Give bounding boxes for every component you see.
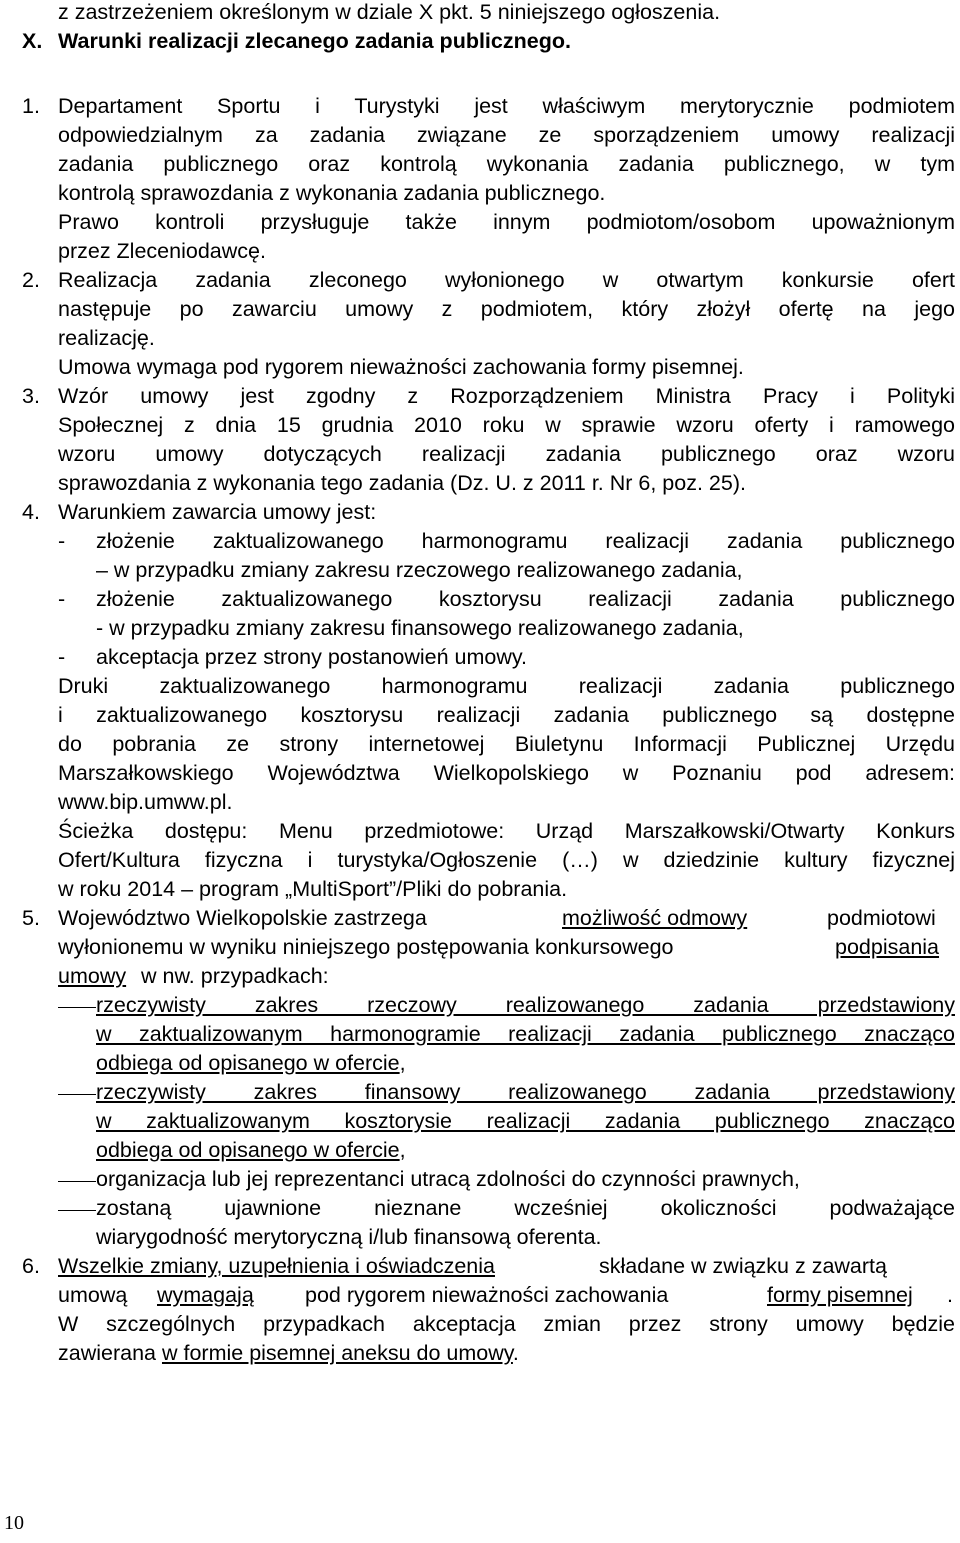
item1-line: przez Zleceniodawcę.: [58, 239, 266, 263]
item6-line-2d: formy pisemnej: [767, 1283, 913, 1307]
item1-line: kontrolą sprawozdania z wykonania zadania publicznego.: [58, 181, 606, 205]
item3-line: sprawozdania z wykonania tego zadania (Dz. U. z 2011 r. Nr 6, poz. 25).: [58, 471, 746, 495]
item5-list-underlined: odbiega od opisanego w ofercie: [96, 1051, 400, 1075]
item-number-4: 4.: [22, 500, 40, 524]
list-dash: [58, 1210, 96, 1211]
item5-list-line: organizacja lub jej reprezentanci utracą zdolności do czynności prawnych,: [96, 1167, 800, 1191]
list-hyphen: -: [58, 645, 66, 669]
item1-line: odpowiedzialnym za zadania związane ze sporządzeniem umowy realizacji: [58, 123, 955, 147]
item4-body-line: Marszałkowskiego Województwa Wielkopolskiego w Poznaniu pod adresem:: [58, 761, 955, 785]
item-number-3: 3.: [22, 384, 40, 408]
item5-line-1b: możliwość odmowy: [562, 906, 748, 930]
item5-line-1a: Województwo Wielkopolskie zastrzega: [58, 906, 427, 930]
item2-line: realizację.: [58, 326, 155, 350]
item5-list-line: wiarygodność merytoryczną i/lub finansową oferenta.: [96, 1225, 602, 1249]
list-dash: [58, 1094, 96, 1095]
item1-line: Departament Sportu i Turystyki jest właściwym merytorycznie podmiotem: [58, 94, 955, 118]
item5-line-2a: wyłonionemu w wyniku niniejszego postępowania konkursowego: [58, 935, 674, 959]
item6-line-2e: .: [947, 1283, 953, 1307]
item6-line-2b: wymagają: [157, 1283, 254, 1307]
item6-line-1a: Wszelkie zmiany, uzupełnienia i oświadczenia: [58, 1254, 495, 1278]
item5-list-comma: ,: [399, 1138, 406, 1162]
item-number-2: 2.: [22, 268, 40, 292]
item2-line: Realizacja zadania zleconego wyłonionego w otwartym konkursie ofert: [58, 268, 955, 292]
item5-list-line: rzeczywisty zakres rzeczowy realizowanego zadania przedstawiony: [96, 993, 955, 1017]
item1-line: zadania publicznego oraz kontrolą wykonania zadania publicznego, w tym: [58, 152, 955, 176]
item5-list-line: rzeczywisty zakres finansowy realizowanego zadania przedstawiony: [96, 1080, 955, 1104]
item-number-5: 5.: [22, 906, 40, 930]
item-number-1: 1.: [22, 94, 40, 118]
item4-body-line: i zaktualizowanego kosztorysu realizacji zadania publicznego są dostępne: [58, 703, 955, 727]
item3-line: Wzór umowy jest zgodny z Rozporządzeniem Ministra Pracy i Polityki: [58, 384, 955, 408]
item3-line: Społecznej z dnia 15 grudnia 2010 roku w sprawie wzoru oferty i ramowego: [58, 413, 955, 437]
item6-line-2a: umową: [58, 1283, 128, 1307]
item4-body-line: do pobrania ze strony internetowej Biuletynu Informacji Publicznej Urzędu: [58, 732, 955, 756]
section-number: X.: [22, 29, 43, 53]
item5-list-line: zostaną ujawnione nieznane wcześniej okoliczności podważające: [96, 1196, 955, 1220]
item5-line-2b: podpisania: [835, 935, 940, 959]
item2-line: następuje po zawarciu umowy z podmiotem, który złożył ofertę na jego: [58, 297, 955, 321]
item6-line-4c: .: [512, 1341, 519, 1365]
item1-line: Prawo kontroli przysługuje także innym podmiotom/osobom upoważnionym: [58, 210, 955, 234]
item5-list-line: [96, 1136, 406, 1165]
item5-list-line: w zaktualizowanym kosztorysie realizacji zadania publicznego znacząco: [96, 1109, 955, 1133]
item4-body-line: Ścieżka dostępu: Menu przedmiotowe: Urząd Marszałkowski/Otwarty Konkurs: [58, 819, 955, 843]
item3-line: wzoru umowy dotyczących realizacji zadania publicznego oraz wzoru: [58, 442, 955, 466]
page-number: 10: [4, 1512, 24, 1534]
intro-line: z zastrzeżeniem określonym w dziale X pkt. 5 niniejszego ogłoszenia.: [58, 0, 721, 24]
item5-list-underlined: odbiega od opisanego w ofercie: [96, 1138, 400, 1162]
item4-list-line: złożenie zaktualizowanego harmonogramu realizacji zadania publicznego: [96, 529, 955, 553]
item6-line-4b: w formie pisemnej aneksu do umowy: [161, 1341, 513, 1365]
item-number-6: 6.: [22, 1254, 40, 1278]
item4-list-line: – w przypadku zmiany zakresu rzeczowego realizowanego zadania,: [96, 558, 743, 582]
item4-heading: Warunkiem zawarcia umowy jest:: [58, 500, 377, 524]
item6-line-4: [58, 1339, 519, 1368]
item5-list-line: w zaktualizowanym harmonogramie realizacji zadania publicznego znacząco: [96, 1022, 955, 1046]
item5-list-line: [96, 1049, 406, 1078]
item4-list-line: złożenie zaktualizowanego kosztorysu realizacji zadania publicznego: [96, 587, 955, 611]
list-dash: [58, 1181, 96, 1182]
item5-list-comma: ,: [399, 1051, 406, 1075]
item4-list-line: - w przypadku zmiany zakresu finansowego realizowanego zadania,: [96, 616, 744, 640]
item4-body-line: w roku 2014 – program „MultiSport”/Pliki do pobrania.: [58, 877, 568, 901]
item6-line-1b: składane w związku z zawartą: [599, 1254, 887, 1278]
item6-line-2c: pod rygorem nieważności zachowania: [305, 1283, 669, 1307]
item6-line-4a: zawierana: [58, 1341, 156, 1365]
item5-line-3a: umowy: [58, 964, 127, 988]
bip-address: www.bip.umww.pl.: [58, 790, 233, 814]
item5-line-3b: w nw. przypadkach:: [141, 964, 329, 988]
section-title: Warunki realizacji zlecanego zadania publicznego.: [58, 29, 571, 53]
item4-body-line: Ofert/Kultura fizyczna i turystyka/Ogłoszenie (…) w dziedzinie kultury fizycznej: [58, 848, 955, 872]
item5-line-1c: podmiotowi: [827, 906, 936, 930]
item4-list-line: akceptacja przez strony postanowień umowy.: [96, 645, 528, 669]
item6-line-3: W szczególnych przypadkach akceptacja zmian przez strony umowy będzie: [58, 1312, 955, 1336]
list-hyphen: -: [58, 529, 66, 553]
item2-line: Umowa wymaga pod rygorem nieważności zachowania formy pisemnej.: [58, 355, 744, 379]
item4-body-line: Druki zaktualizowanego harmonogramu realizacji zadania publicznego: [58, 674, 955, 698]
list-hyphen: -: [58, 587, 66, 611]
list-dash: [58, 1007, 96, 1008]
